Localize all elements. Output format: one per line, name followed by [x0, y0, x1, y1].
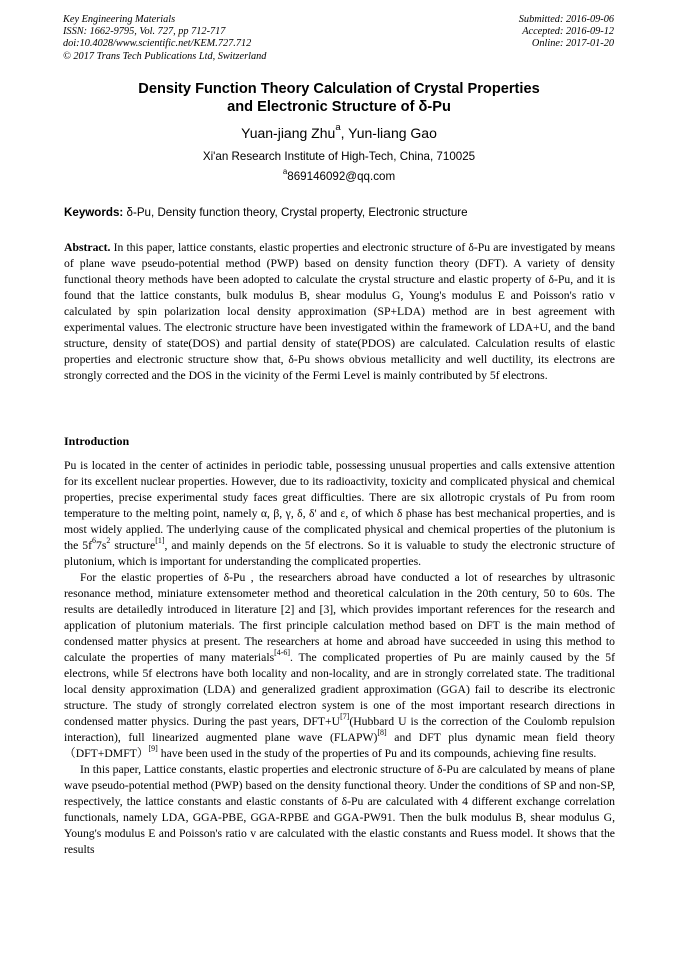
title-line-1: Density Function Theory Calculation of Crystal Properties — [138, 81, 540, 97]
citation-ref: [8] — [377, 727, 387, 737]
intro-text: have been used in the study of the properties of Pu and its compounds, achieving fine results. — [157, 747, 597, 760]
superscript: 2 — [106, 535, 111, 545]
author-name: Yun-liang Gao — [348, 125, 437, 141]
intro-text: For the elastic properties of δ-Pu , the researchers abroad have conducted a lot of researches by ultrasonic resonance method, miniature extensometer method and theoretical calculation in the 20th century, 50 to 60s. The results are detailedly introduced in literature [2] and [3], which provides important references for the research and application of plutonium materials. The first principle calculation method based on DFT is the main method of condensed matter physics at present. The researchers at home and abroad have succeeded in using this method to calculate the properties of many materials — [64, 571, 615, 664]
intro-text: 7s — [95, 539, 107, 552]
keywords-text: δ-Pu, Density function theory, Crystal property, Electronic structure — [123, 206, 468, 219]
intro-paragraph-1 — [64, 458, 615, 570]
accepted-date: Accepted: 2016-09-12 — [522, 26, 614, 38]
citation-ref: [1] — [155, 535, 165, 545]
abstract — [64, 240, 615, 384]
email-mark: a — [282, 166, 288, 176]
intro-text: and DFT plus dynamic mean field theory（DFT+DMFT） — [64, 731, 616, 760]
dates-header — [519, 14, 614, 51]
keywords — [64, 206, 616, 220]
citation-ref: [7] — [340, 711, 350, 721]
paper-title — [0, 80, 678, 116]
intro-text: . The complicated properties of Pu are mainly caused by the 5f electrons, while 5f electrons have both locality and non-locality, and are in strongly correlated state. The traditional local density approximation (LDA) and generalized gradient approximation (GGA) fail to describe its electronic structure. The study of strongly correlated electron system is one of the most important research directions in condensed matter physics. During the past years, DFT+U — [64, 651, 615, 728]
journal-name: Key Engineering Materials — [63, 14, 176, 25]
introduction-body — [64, 458, 615, 858]
abstract-label: Abstract. — [64, 241, 111, 254]
journal-header — [63, 14, 266, 63]
email-address: 869146092@qq.com — [287, 170, 396, 183]
superscript: 6 — [92, 535, 96, 545]
abstract-text: In this paper, lattice constants, elastic properties and electronic structure of δ-Pu are investigated by means of plane wave pseudo-potential method (PWP) based on density function theory (DFT). A variety of density functional theory methods have been adopted to calculate the crystal structure and elastic property of δ-Pu, and it is found that the lattice constants, bulk modulus B, shear modulus G, Young's modulus E and Poisson's ratio v calculated by spin polarization local density approximation (SP+LDA) method are in best agreement with experimental values. The electronic structure have been investigated within the framework of LDA+U, and the band structure, density of state(DOS) and partial density of state(PDOS) are calculated. Calculation results of elastic properties and electronic structure show that, δ-Pu shows obvious metallicity and well ductility, its electrons are strongly corrected and the DOS in the vicinity of the Fermi Level is mainly contributed by 5f electrons. — [64, 241, 615, 382]
intro-text: , and mainly depends on the 5f electrons. So it is valuable to study the electronic structure of plutonium, which is important for understanding the complicated properties. — [64, 539, 616, 568]
citation-ref: [4-6] — [274, 647, 291, 657]
intro-paragraph-3: In this paper, Lattice constants, elastic properties and electronic structure of δ-Pu are calculated by means of plane wave pseudo-potential method (PWP) based on the density functional theory. Under the conditions of SP and non-SP, respectively, the lattice constants and elastic constants of δ-Pu are calculated with 4 different exchange correlation functionals, namely LDA, GGA-PBE, GGA-RPBE and GGA-PW91. Then the bulk modulus B, shear modulus G, Young's modulus E and Poisson's ratio v are calculated with the elastic constants and Ruess model. It shows that the results — [64, 763, 615, 856]
intro-text: structure — [110, 539, 156, 552]
author-name: Yuan-jiang Zhu — [241, 125, 336, 141]
copyright-line: © 2017 Trans Tech Publications Ltd, Switzerland — [63, 50, 267, 62]
doi-line: doi:10.4028/www.scientific.net/KEM.727.712 — [63, 38, 252, 50]
submitted-date: Submitted: 2016-09-06 — [518, 14, 614, 25]
section-heading-introduction: Introduction — [64, 434, 130, 448]
affiliation: Xi'an Research Institute of High-Tech, China, 710025 — [202, 150, 476, 163]
keywords-label: Keywords: — [64, 206, 124, 219]
author-list — [0, 124, 678, 142]
intro-paragraph-2 — [64, 570, 615, 762]
intro-text: Pu is located in the center of actinides in periodic table, possessing unusual properties and calls extensive attention for its excellent nuclear properties. However, due to its radioactivity, toxicity and complicated physical and chemical properties, precise experimental study faces great difficulties. There are six allotropic crystals of Pu from room temperature to the melting point, namely α, β, γ, δ, δ' and ε, of which δ phase has best mechanical properties, and is most widely applied. The underlying cause of the complicated physical and chemical properties of the plutonium is the 5f — [64, 459, 615, 552]
abstract-paragraph — [64, 240, 615, 384]
citation-ref: [9] — [148, 743, 158, 753]
intro-text: (Hubbard U is the correction of the Coulomb repulsion interaction), full linearized augmented plane wave (FLAPW) — [64, 715, 615, 744]
author-affil-mark: a — [335, 122, 341, 134]
issn-line: ISSN: 1662-9795, Vol. 727, pp 712-717 — [63, 26, 226, 38]
email-line — [0, 166, 678, 184]
online-date: Online: 2017-01-20 — [531, 38, 614, 50]
author-separator: , — [340, 125, 349, 141]
title-line-2: and Electronic Structure of δ-Pu — [227, 99, 451, 115]
